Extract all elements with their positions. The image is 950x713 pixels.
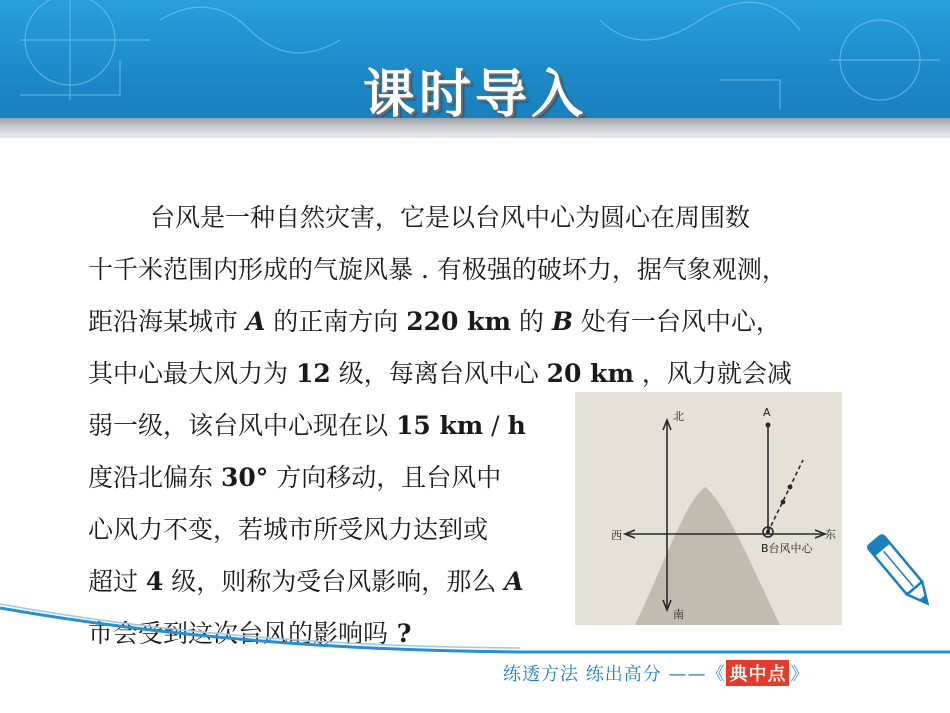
text-segment: 市会受到这次台风的影响吗 bbox=[88, 619, 389, 648]
header-divider bbox=[0, 118, 950, 138]
text-segment: 距沿海某城市 bbox=[88, 307, 246, 336]
typhoon-diagram bbox=[575, 392, 842, 625]
text-segment: 弱一级，该台风中心现在以 bbox=[88, 411, 396, 440]
threshold-level: 4 bbox=[145, 567, 164, 596]
typhoon-diagram-svg bbox=[575, 392, 842, 625]
point-a-label: A bbox=[763, 406, 771, 419]
problem-line-5 bbox=[88, 406, 526, 442]
text-segment: 其中心最大风力为 bbox=[88, 359, 296, 388]
text-segment: 级，则称为受台风影响，那么 bbox=[163, 567, 505, 596]
brand-logo: 典中点 bbox=[726, 660, 789, 686]
point-b-label: B台风中心 bbox=[761, 542, 813, 555]
point-b bbox=[766, 530, 770, 534]
south-label: 南 bbox=[673, 608, 684, 621]
text-segment: 的 bbox=[510, 307, 552, 336]
question-mark: ? bbox=[388, 619, 412, 648]
problem-line-4 bbox=[88, 354, 792, 390]
problem-line-1: 台风是一种自然灾害，它是以台风中心为圆心在周围数 bbox=[150, 203, 751, 232]
max-wind-level: 12 bbox=[295, 359, 331, 388]
slogan-text: 练透方法 练出高分 ——《 bbox=[503, 664, 726, 685]
problem-line-6 bbox=[88, 458, 501, 494]
west-label: 西 bbox=[611, 529, 622, 542]
point-b-label: B bbox=[551, 307, 573, 336]
step-distance: 20 km bbox=[546, 359, 634, 388]
city-a-label: A bbox=[245, 307, 266, 336]
speed-value: 15 km bbox=[395, 411, 484, 440]
text-segment: 的正南方向 bbox=[265, 307, 407, 336]
city-a-label: A bbox=[504, 567, 524, 596]
problem-line-8 bbox=[88, 562, 524, 598]
text-segment: 级，每离台风中心 bbox=[330, 359, 547, 388]
slogan-close: 》 bbox=[790, 664, 810, 685]
typhoon-path bbox=[768, 460, 803, 532]
pencil-icon bbox=[860, 520, 945, 620]
east-label: 东 bbox=[825, 528, 836, 541]
text-segment: 方向移动，且台风中 bbox=[268, 463, 502, 492]
north-label: 北 bbox=[673, 410, 684, 423]
page-title: 课时导入 bbox=[362, 65, 587, 118]
problem-line-2: 十千米范围内形成的气旋风暴 . 有极强的破坏力，据气象观测， bbox=[88, 255, 787, 284]
text-segment: 度沿北偏东 bbox=[88, 463, 221, 492]
speed-unit: h bbox=[507, 411, 526, 440]
footer-swoosh bbox=[0, 600, 950, 713]
header-banner bbox=[0, 0, 950, 118]
path-point bbox=[781, 500, 786, 505]
text-segment: 处有一台风中心， bbox=[572, 307, 781, 336]
text-segment: 超过 bbox=[88, 567, 146, 596]
path-point bbox=[788, 485, 793, 490]
footer-slogan bbox=[503, 660, 809, 686]
city-a-point bbox=[766, 423, 771, 428]
problem-line-7: 心风力不变，若城市所受风力达到或 bbox=[88, 515, 489, 544]
text-segment: ，风力就会减 bbox=[633, 359, 792, 388]
angle-value: 30° bbox=[220, 463, 269, 492]
problem-line-3 bbox=[88, 302, 781, 338]
distance-value: 220 km bbox=[406, 307, 511, 336]
text-segment: / bbox=[483, 411, 508, 440]
